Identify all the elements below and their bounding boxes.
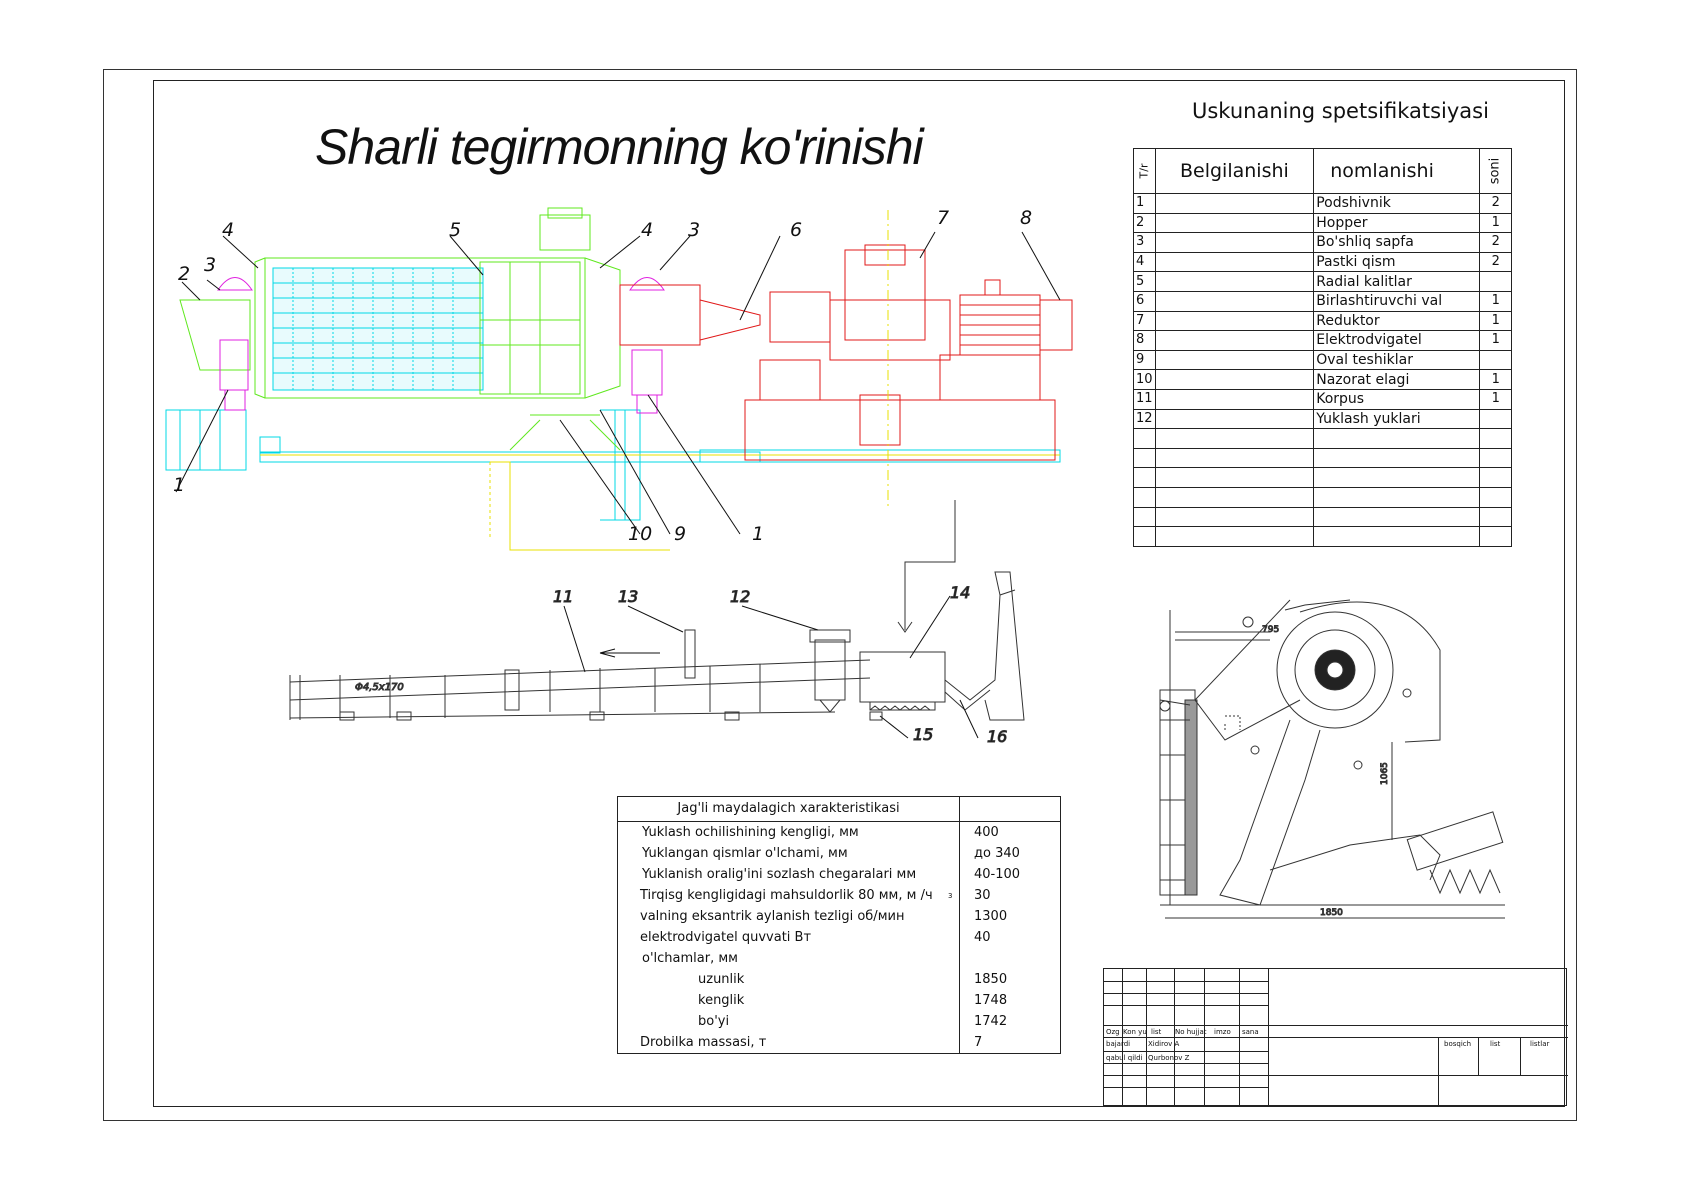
tb-header-1: Kon yu	[1123, 1028, 1147, 1036]
char-row	[618, 1032, 1061, 1054]
spec-title: Uskunaning spetsifikatsiyasi	[1192, 99, 1489, 123]
spec-row-name: Hopper	[1314, 213, 1480, 233]
char-row	[618, 906, 1061, 927]
char-value: 7	[960, 1032, 1061, 1054]
char-value: 40-100	[960, 864, 1061, 885]
char-title: Jag'li maydalagich xarakteristikasi	[618, 797, 960, 822]
crusher-dim-side: 1065	[1380, 762, 1390, 785]
svg-text:12: 12	[730, 587, 751, 606]
tb-checked-by: Qurbonov Z	[1148, 1054, 1190, 1062]
ball-mill-drawing	[166, 207, 1072, 550]
char-label: Tirqisg kengligidagi mahsuldorlik 80 мм, м /ч	[640, 887, 933, 903]
char-value: 1742	[960, 1011, 1061, 1032]
spec-header-num: T/r	[1134, 149, 1156, 194]
spec-row-number: 9	[1134, 350, 1156, 370]
char-label: elektrodvigatel quvvati Вт	[640, 929, 812, 945]
drawing-title: Sharli tegirmonning ko'rinishi	[315, 119, 923, 175]
mill-base	[260, 455, 1060, 550]
char-row	[618, 948, 1061, 969]
char-row	[618, 1011, 1061, 1032]
spec-row-qty: 2	[1480, 233, 1512, 253]
spec-row-name: Korpus	[1314, 389, 1480, 409]
spec-row-name: Pastki qism	[1314, 252, 1480, 272]
tb-checked-label: qabul qildi	[1106, 1054, 1143, 1062]
svg-text:9: 9	[674, 523, 687, 545]
char-label: o'lchamlar, мм	[642, 950, 738, 966]
spec-row-name: Elektrodvigatel	[1314, 331, 1480, 351]
spec-row-name: Radial kalitlar	[1314, 272, 1480, 292]
spec-row-qty: 1	[1480, 311, 1512, 331]
svg-text:2: 2	[178, 263, 191, 285]
spec-row-qty: 1	[1480, 370, 1512, 390]
spec-row-number: 2	[1134, 213, 1156, 233]
svg-text:13: 13	[618, 587, 639, 606]
svg-text:3: 3	[688, 219, 701, 241]
svg-text:16: 16	[987, 727, 1008, 746]
svg-text:4: 4	[641, 219, 654, 241]
char-row	[618, 864, 1061, 885]
spec-row-name: Oval teshiklar	[1314, 350, 1480, 370]
spec-row-number: 8	[1134, 331, 1156, 351]
char-value: 400	[960, 822, 1061, 844]
tb-made-by: Xidirov A	[1148, 1040, 1180, 1048]
spec-row-number: 12	[1134, 409, 1156, 429]
spec-row-number: 1	[1134, 194, 1156, 214]
char-row	[618, 990, 1061, 1011]
char-label: Drobilka massasi, т	[640, 1034, 767, 1050]
char-row	[618, 927, 1061, 948]
tb-header-0: Ozg	[1106, 1028, 1120, 1036]
svg-text:1: 1	[173, 474, 186, 496]
spec-row-number: 10	[1134, 370, 1156, 390]
char-label: uzunlik	[698, 971, 745, 987]
spec-header-name: nomlanishi	[1314, 149, 1480, 194]
spec-row-number: 4	[1134, 252, 1156, 272]
svg-text:14: 14	[950, 583, 971, 602]
mill-drive	[620, 245, 1072, 460]
tb-header-5: sana	[1242, 1028, 1259, 1036]
spec-row-qty: 1	[1480, 331, 1512, 351]
crusher-dim-bottom: 1850	[1320, 908, 1343, 918]
char-label: Yuklash ochilishining kengligi, мм	[642, 824, 859, 840]
kiln-drawing	[290, 500, 1024, 746]
spec-row-name: Yuklash yuklari	[1314, 409, 1480, 429]
spec-row-name: Birlashtiruvchi val	[1314, 291, 1480, 311]
spec-row-name: Nazorat elagi	[1314, 370, 1480, 390]
spec-header-qty: soni	[1480, 149, 1512, 194]
svg-text:8: 8	[1020, 207, 1033, 229]
tb-header-3: No hujjat	[1175, 1028, 1207, 1036]
kiln-dimension: Φ4,5x170	[355, 682, 404, 693]
tb-sheets: listlar	[1530, 1040, 1550, 1048]
char-value	[960, 948, 1061, 969]
spec-row-name: Podshivnik	[1314, 194, 1480, 214]
spec-row-qty: 1	[1480, 291, 1512, 311]
spec-row-qty: 2	[1480, 252, 1512, 272]
char-label: kenglik	[698, 992, 745, 1008]
title-block	[1103, 968, 1567, 1106]
spec-row-name: Reduktor	[1314, 311, 1480, 331]
mill-foundation	[166, 410, 1060, 520]
char-label: bo'yi	[698, 1013, 730, 1029]
tb-header-4: imzo	[1214, 1028, 1231, 1036]
char-row	[618, 885, 1061, 906]
svg-text:4: 4	[222, 219, 235, 241]
spec-row-qty: 1	[1480, 213, 1512, 233]
char-row	[618, 822, 1061, 844]
char-value: 40	[960, 927, 1061, 948]
char-value: 1748	[960, 990, 1061, 1011]
char-label: Yuklangan qismlar o'lchami, мм	[642, 845, 848, 861]
svg-text:15: 15	[913, 725, 934, 744]
spec-row-number: 6	[1134, 291, 1156, 311]
tb-header-2: list	[1151, 1028, 1162, 1036]
svg-text:5: 5	[449, 219, 462, 241]
char-label: valning eksantrik aylanish tezligi об/мин	[640, 908, 905, 924]
svg-text:10: 10	[628, 523, 653, 545]
svg-text:3: 3	[204, 254, 217, 276]
char-row	[618, 843, 1061, 864]
spec-row-qty: 2	[1480, 194, 1512, 214]
svg-text:11: 11	[553, 587, 574, 606]
spec-header-designation: Belgilanishi	[1155, 149, 1314, 194]
char-value: 1850	[960, 969, 1061, 990]
mill-drum-lining	[273, 268, 483, 390]
spec-row-number: 11	[1134, 389, 1156, 409]
spec-row-name: Bo'shliq sapfa	[1314, 233, 1480, 253]
spec-row-qty: 1	[1480, 389, 1512, 409]
jaw-crusher-drawing	[1160, 600, 1505, 918]
spec-row-number: 3	[1134, 233, 1156, 253]
spec-row-number: 7	[1134, 311, 1156, 331]
char-label: Yuklanish oralig'ini sozlash chegaralari мм	[642, 866, 917, 882]
crusher-dim-top: 795	[1262, 625, 1280, 635]
char-value: 30	[960, 885, 1061, 906]
svg-text:6: 6	[790, 219, 803, 241]
char-superscript: 3	[948, 892, 953, 900]
tb-sheet: list	[1490, 1040, 1501, 1048]
char-value: до 340	[960, 843, 1061, 864]
tb-made-by-label: bajardi	[1106, 1040, 1131, 1048]
char-value: 1300	[960, 906, 1061, 927]
char-row	[618, 969, 1061, 990]
characteristics-table	[617, 796, 1061, 1054]
tb-stage: bosqich	[1444, 1040, 1472, 1048]
svg-text:1: 1	[752, 523, 765, 545]
svg-text:7: 7	[937, 207, 950, 229]
spec-row-number: 5	[1134, 272, 1156, 292]
